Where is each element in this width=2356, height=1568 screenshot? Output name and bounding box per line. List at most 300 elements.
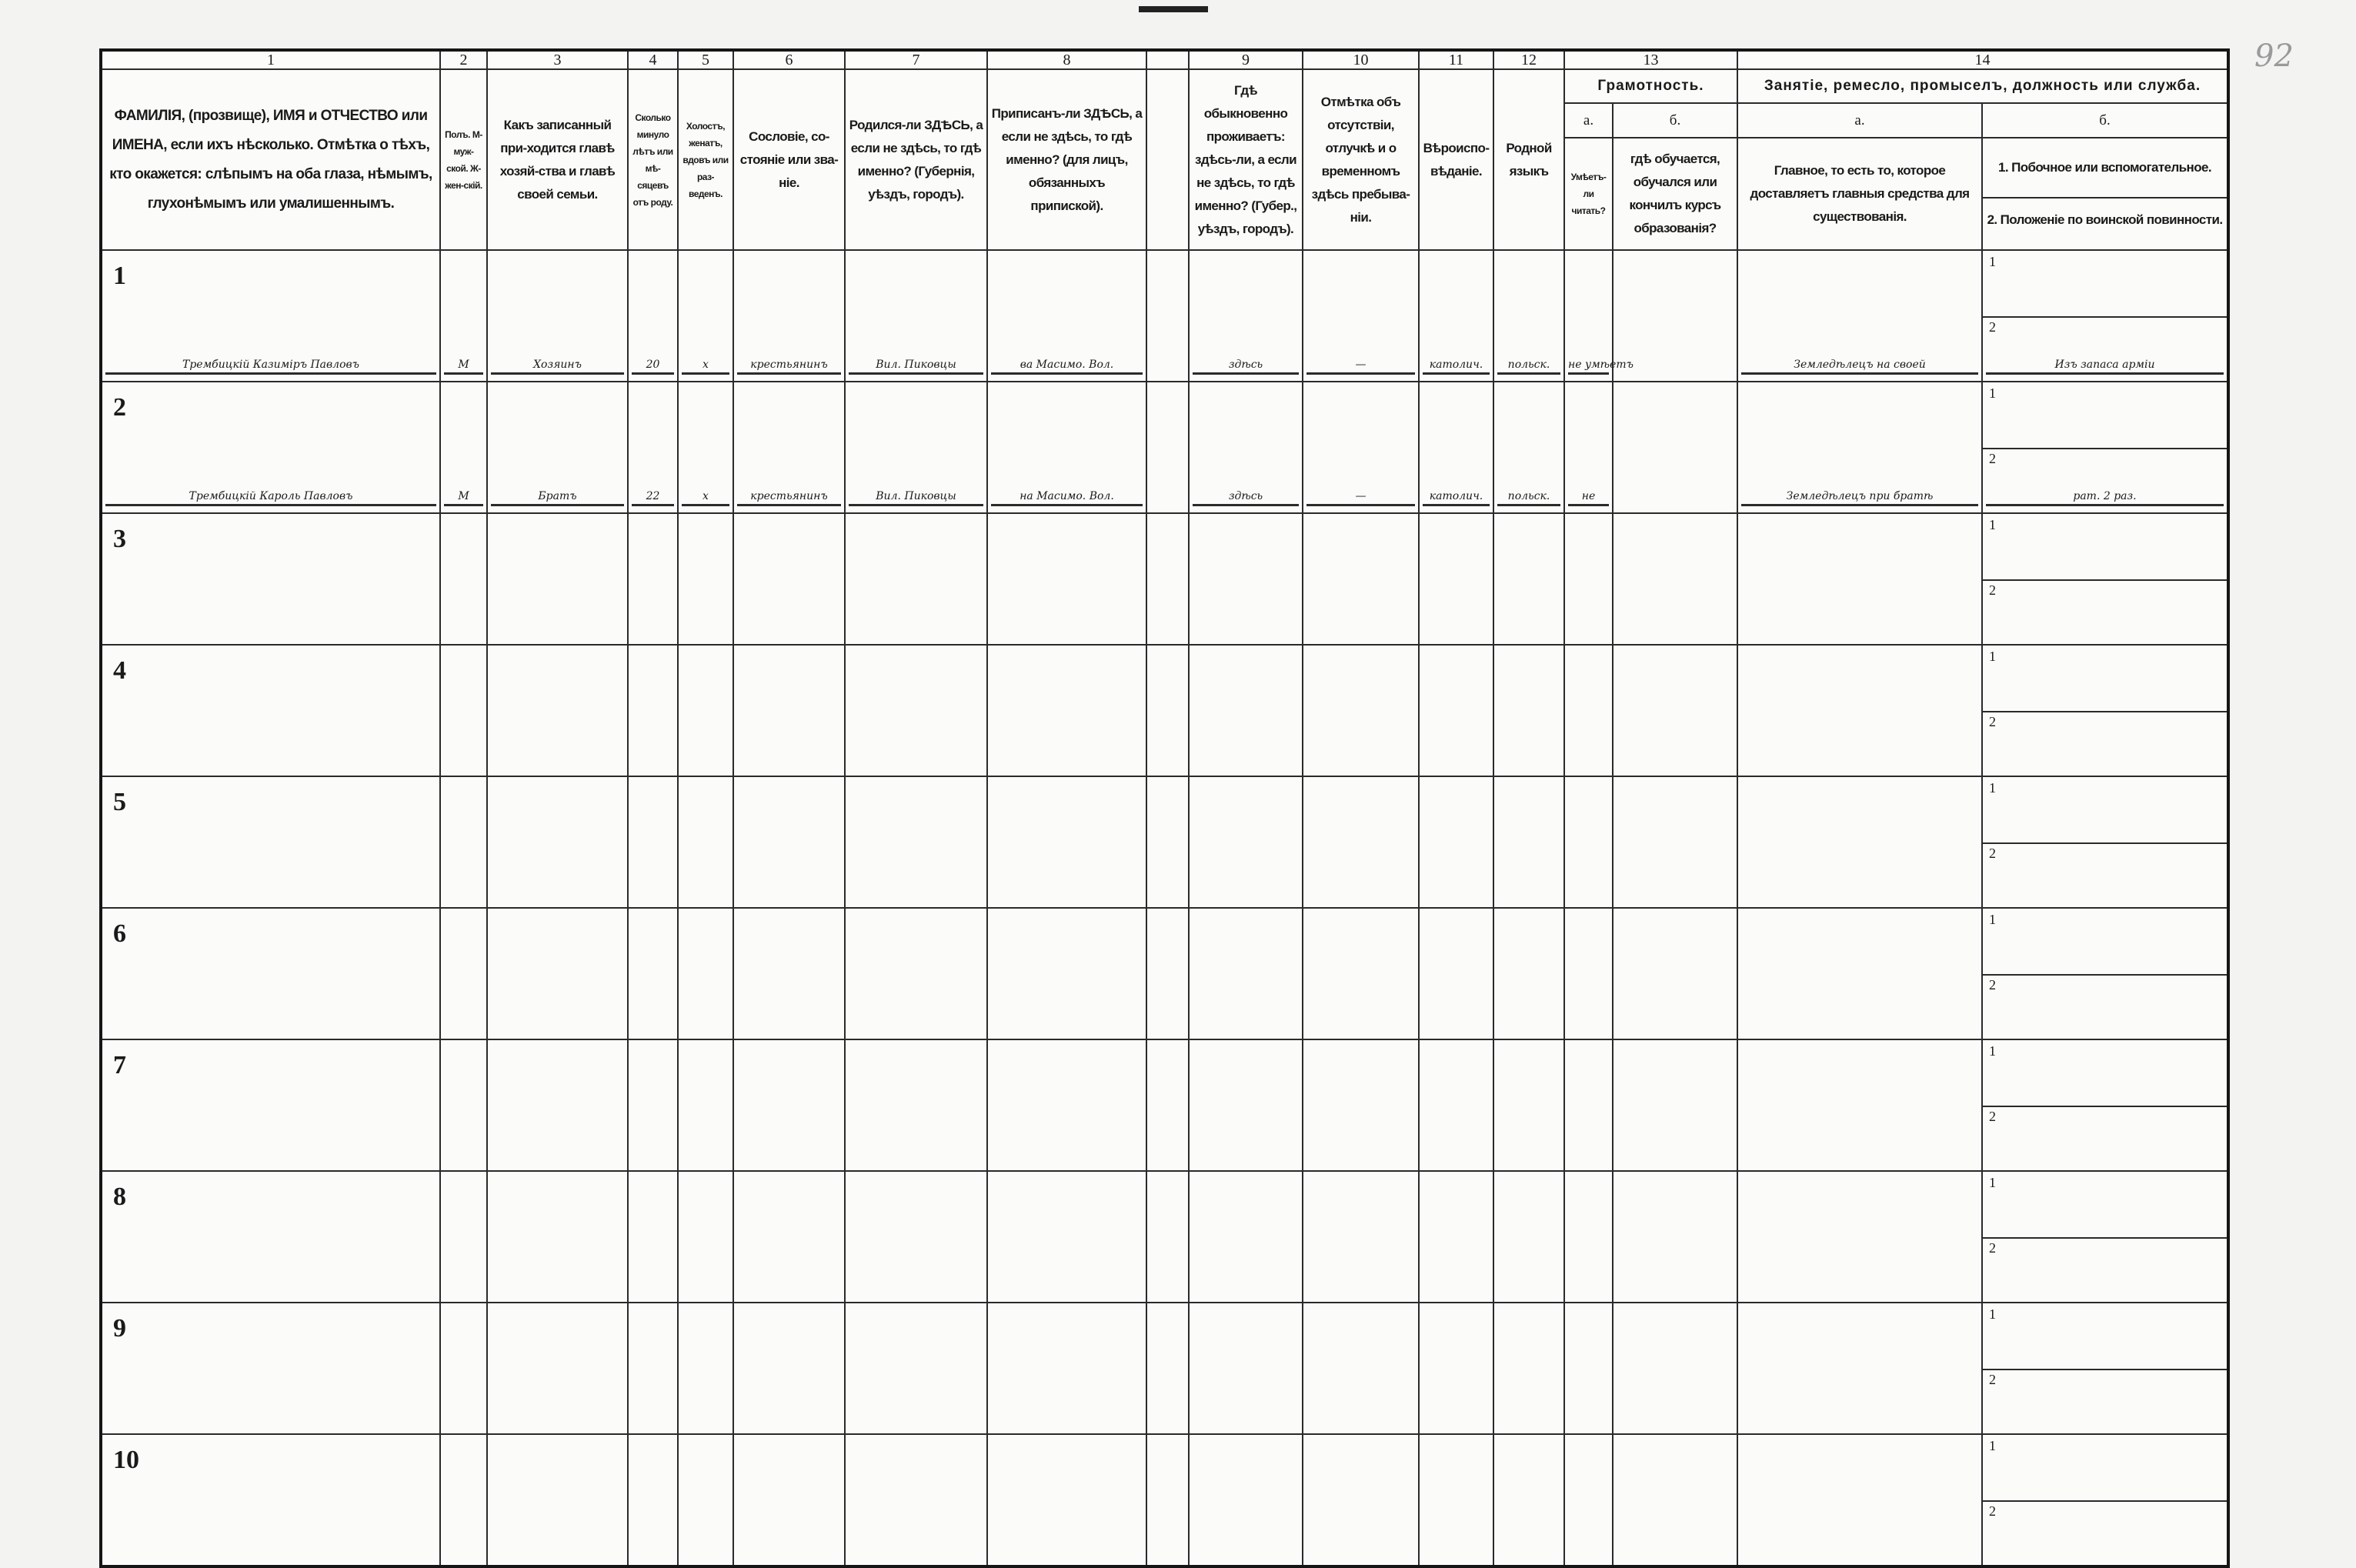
handwritten-entry (737, 768, 841, 769)
cell-main-occupation (1737, 1039, 1982, 1171)
handwritten-entry (849, 899, 983, 901)
cell-education (1613, 1039, 1737, 1171)
cell-relation (487, 908, 628, 1039)
handwritten-entry (1150, 1557, 1185, 1559)
cell-birthplace (845, 1303, 987, 1434)
cell-main-occupation (1737, 513, 1982, 645)
handwritten-entry (444, 899, 483, 901)
handwritten-entry (632, 768, 674, 769)
cell-religion (1419, 1039, 1493, 1171)
handwritten-entry (1193, 1163, 1299, 1164)
subcell-military-status (1983, 316, 2227, 382)
cell-residence (1189, 250, 1303, 382)
cell-estate (733, 1434, 845, 1566)
cell-can-read (1564, 513, 1613, 645)
cell-marital-status (678, 908, 733, 1039)
cell-education (1613, 1171, 1737, 1303)
header-registration: Приписанъ-ли ЗДѢСЬ, а если не здѣсь, то гдѣ именно? (для лицъ, обязанныхъ припиской). (987, 69, 1146, 250)
cell-native-language (1493, 1434, 1564, 1566)
cell-religion (1419, 513, 1493, 645)
cell-sex (440, 1434, 487, 1566)
person-row (101, 776, 2228, 908)
cell-relation (487, 645, 628, 776)
header-marital-status: Холостъ, женатъ, вдовъ или раз-веденъ. (678, 69, 733, 250)
handwritten-entry (1193, 1294, 1299, 1296)
cell-native-language (1493, 645, 1564, 776)
column-number: 11 (1419, 50, 1493, 69)
cell-can-read (1564, 1434, 1613, 1566)
cell-relation (487, 1434, 628, 1566)
cell-name (101, 513, 440, 645)
cell-secondary-military (1982, 1434, 2228, 1566)
handwritten-entry (1568, 768, 1609, 769)
handwritten-entry (991, 1031, 1143, 1033)
cell-main-occupation (1737, 1171, 1982, 1303)
cell-sex (440, 1303, 487, 1434)
column-number: 4 (628, 50, 678, 69)
cell-registration (987, 908, 1146, 1039)
cell-absence (1303, 1434, 1419, 1566)
handwritten-entry (1423, 768, 1490, 769)
cell-can-read (1564, 1039, 1613, 1171)
handwritten-entry (1193, 1557, 1299, 1559)
cell-absence (1303, 250, 1419, 382)
cell-religion (1419, 645, 1493, 776)
cell-birthplace (845, 645, 987, 776)
cell-age (628, 250, 678, 382)
handwritten-entry (1617, 373, 1734, 375)
handwritten-entry (1741, 636, 1978, 638)
handwritten-entry: здѣсь (1193, 490, 1299, 506)
handwritten-entry (491, 1163, 624, 1164)
handwritten-entry (1568, 1294, 1609, 1296)
handwritten-entry (105, 1557, 436, 1559)
cell-sex (440, 776, 487, 908)
handwritten-entry (1617, 1163, 1734, 1164)
subcell-label: 1 (1989, 912, 1996, 927)
handwritten-entry (1617, 505, 1734, 506)
person-row (101, 1039, 2228, 1171)
cell-secondary-military (1982, 908, 2228, 1039)
cell-birthplace (845, 1171, 987, 1303)
handwritten-entry (991, 1426, 1143, 1427)
cell-birthplace (845, 382, 987, 513)
cell-age (628, 908, 678, 1039)
cell-residence (1189, 382, 1303, 513)
cell-residence (1189, 645, 1303, 776)
subcell-label: 1 (1989, 385, 1996, 401)
cell-native-language (1493, 776, 1564, 908)
cell-marital-status (678, 1171, 733, 1303)
cell-age (628, 1039, 678, 1171)
column-number: 3 (487, 50, 628, 69)
handwritten-entry (1568, 899, 1609, 901)
cell-blank (1146, 1434, 1189, 1566)
cell-birthplace (845, 908, 987, 1039)
header-occupation-group: Занятіе, ремесло, промыселъ, должность или служба. (1737, 69, 2228, 103)
cell-registration (987, 1303, 1146, 1434)
cell-main-occupation (1737, 908, 1982, 1039)
handwritten-entry (737, 1557, 841, 1559)
cell-birthplace (845, 776, 987, 908)
subcell-secondary-occupation (1983, 1303, 2227, 1370)
header-secondary (1982, 138, 2228, 250)
handwritten-entry (1150, 373, 1185, 375)
cell-estate (733, 645, 845, 776)
handwritten-entry (491, 1294, 624, 1296)
cell-secondary-military (1982, 645, 2228, 776)
header-absence: Отмѣтка объ отсутствіи, отлучкѣ и о временномъ здѣсь пребыва-ніи. (1303, 69, 1419, 250)
cell-absence (1303, 1171, 1419, 1303)
cell-can-read (1564, 1303, 1613, 1434)
row-number: 2 (113, 393, 126, 422)
handwritten-entry: Изъ запаса арміи (1986, 359, 2224, 375)
row-number: 4 (113, 656, 126, 685)
cell-estate (733, 908, 845, 1039)
handwritten-entry (1423, 1031, 1490, 1033)
cell-age (628, 776, 678, 908)
handwritten-entry (682, 1031, 729, 1033)
handwritten-entry (1306, 636, 1415, 638)
handwritten-entry (682, 768, 729, 769)
handwritten-entry (1986, 1361, 2224, 1363)
subcell-label: 2 (1989, 713, 1996, 729)
handwritten-entry (632, 1557, 674, 1559)
handwritten-entry (105, 1031, 436, 1033)
column-number: 7 (845, 50, 987, 69)
cell-main-occupation (1737, 776, 1982, 908)
handwritten-entry (632, 1426, 674, 1427)
cell-relation (487, 513, 628, 645)
header-birthplace: Родился-ли ЗДѢСЬ, а если не здѣсь, то гдѣ именно? (Губернія, уѣздъ, городъ). (845, 69, 987, 250)
handwritten-entry (491, 768, 624, 769)
handwritten-entry (1568, 1163, 1609, 1164)
subcell-label: 1 (1989, 649, 1996, 664)
cell-sex (440, 250, 487, 382)
cell-native-language (1493, 382, 1564, 513)
cell-education (1613, 382, 1737, 513)
subcell-label: 2 (1989, 845, 1996, 861)
handwritten-entry (1150, 1163, 1185, 1164)
handwritten-entry (1306, 1294, 1415, 1296)
handwritten-entry (1497, 1426, 1560, 1427)
cell-native-language (1493, 1303, 1564, 1434)
column-number: 5 (678, 50, 733, 69)
cell-estate (733, 1171, 845, 1303)
handwritten-entry: М (444, 490, 483, 506)
handwritten-entry: Вил. Пиковцы (849, 490, 983, 506)
subcell-secondary-occupation (1983, 382, 2227, 449)
cell-residence (1189, 776, 1303, 908)
handwritten-entry (1306, 1426, 1415, 1427)
person-row (101, 1434, 2228, 1566)
row-number: 3 (113, 525, 126, 553)
cell-native-language (1493, 513, 1564, 645)
cell-relation (487, 1171, 628, 1303)
handwritten-entry (444, 768, 483, 769)
handwritten-entry (105, 1163, 436, 1164)
handwritten-entry: Хозяинъ (491, 359, 624, 375)
subcell-label: 2 (1989, 1239, 1996, 1256)
subcell-military-status (1983, 579, 2227, 645)
cell-secondary-military (1982, 1303, 2228, 1434)
cell-secondary-military (1982, 382, 2228, 513)
handwritten-entry (1568, 1426, 1609, 1427)
cell-sex (440, 645, 487, 776)
handwritten-entry: католич. (1423, 490, 1490, 506)
cell-can-read (1564, 645, 1613, 776)
cell-native-language (1493, 1039, 1564, 1171)
header-literacy-group: Грамотность. (1564, 69, 1737, 103)
census-form-table (99, 48, 2230, 1568)
handwritten-entry (1150, 505, 1185, 506)
handwritten-entry (491, 1031, 624, 1033)
handwritten-entry (632, 1031, 674, 1033)
person-row (101, 1171, 2228, 1303)
handwritten-entry (682, 1163, 729, 1164)
subcell-label: 2 (1989, 1503, 1996, 1519)
column-number: 10 (1303, 50, 1419, 69)
page-number-note: 92 (2254, 38, 2294, 74)
cell-marital-status (678, 645, 733, 776)
handwritten-entry (991, 1163, 1143, 1164)
cell-registration (987, 1171, 1146, 1303)
column-number: 14 (1737, 50, 2228, 69)
handwritten-entry (1741, 1294, 1978, 1296)
handwritten-entry (632, 1163, 674, 1164)
cell-sex (440, 1171, 487, 1303)
cell-relation (487, 382, 628, 513)
cell-registration (987, 1434, 1146, 1566)
handwritten-entry (1741, 1426, 1978, 1427)
row-number: 7 (113, 1051, 126, 1079)
cell-residence (1189, 1039, 1303, 1171)
handwritten-entry (1986, 1426, 2224, 1427)
cell-sex (440, 1039, 487, 1171)
handwritten-entry (632, 1294, 674, 1296)
handwritten-entry (1986, 1229, 2224, 1231)
header-education: гдѣ обучается, обучался или кончилъ курсъ образованія? (1613, 138, 1737, 250)
handwritten-entry: Трембицкій Кароль Павловъ (105, 490, 436, 506)
handwritten-entry (1150, 1031, 1185, 1033)
cell-native-language (1493, 908, 1564, 1039)
cell-name (101, 1039, 440, 1171)
handwritten-entry (1986, 636, 2224, 638)
handwritten-entry (1986, 440, 2224, 442)
subcell-military-status (1983, 1500, 2227, 1566)
cell-absence (1303, 513, 1419, 645)
handwritten-entry (737, 1294, 841, 1296)
handwritten-entry (1617, 899, 1734, 901)
cell-blank (1146, 645, 1189, 776)
subcell-label: 1 (1989, 254, 1996, 269)
column-number: 13 (1564, 50, 1737, 69)
subcell-military-status (1983, 1106, 2227, 1171)
cell-native-language (1493, 1171, 1564, 1303)
handwritten-entry (444, 1426, 483, 1427)
handwritten-entry (1986, 1098, 2224, 1099)
cell-name (101, 776, 440, 908)
header-group-row (101, 69, 2228, 103)
handwritten-entry (682, 636, 729, 638)
handwritten-entry: — (1306, 490, 1415, 506)
cell-sex (440, 908, 487, 1039)
header-residence: Гдѣ обыкновенно проживаетъ: здѣсь-ли, а если не здѣсь, то гдѣ именно? (Губер., уѣздъ, городъ). (1189, 69, 1303, 250)
handwritten-entry: Вил. Пиковцы (849, 359, 983, 375)
handwritten-entry (1497, 1163, 1560, 1164)
cell-name (101, 1434, 440, 1566)
handwritten-entry (737, 899, 841, 901)
handwritten-entry: М (444, 359, 483, 375)
subcell-label: 1 (1989, 1175, 1996, 1190)
cell-marital-status (678, 1434, 733, 1566)
handwritten-entry (1497, 636, 1560, 638)
handwritten-entry (1617, 1426, 1734, 1427)
subcell-secondary-occupation (1983, 909, 2227, 976)
handwritten-entry (105, 1294, 436, 1296)
handwritten-entry (1617, 636, 1734, 638)
row-number: 1 (113, 262, 126, 290)
handwritten-entry: 22 (632, 490, 674, 506)
row-number: 6 (113, 919, 126, 948)
handwritten-entry: польск. (1497, 490, 1560, 506)
cell-marital-status (678, 1303, 733, 1434)
handwritten-entry (444, 1163, 483, 1164)
cell-can-read (1564, 382, 1613, 513)
handwritten-entry: не умѣетъ (1568, 359, 1609, 375)
subcell-label: 2 (1989, 450, 1996, 466)
handwritten-entry (1150, 1294, 1185, 1296)
cell-relation (487, 776, 628, 908)
subcell-secondary-occupation (1983, 1435, 2227, 1502)
subcell-secondary-occupation (1983, 1040, 2227, 1107)
header-secondary-occupation: 1. Побочное или вспомогательное. (1983, 138, 2227, 199)
header-13a-label: а. (1564, 103, 1613, 138)
cell-can-read (1564, 1171, 1613, 1303)
header-military-status: 2. Положеніе по воинской повинности. (1987, 212, 2223, 227)
handwritten-entry (1306, 768, 1415, 769)
person-row (101, 908, 2228, 1039)
handwritten-entry (491, 1426, 624, 1427)
cell-absence (1303, 1039, 1419, 1171)
handwritten-entry (849, 768, 983, 769)
cell-education (1613, 1434, 1737, 1566)
cell-absence (1303, 776, 1419, 908)
handwritten-entry: 20 (632, 359, 674, 375)
cell-residence (1189, 908, 1303, 1039)
cell-secondary-military (1982, 250, 2228, 382)
cell-marital-status (678, 776, 733, 908)
handwritten-entry (1986, 572, 2224, 573)
header-14b-label: б. (1982, 103, 2228, 138)
handwritten-entry (1741, 899, 1978, 901)
cell-estate (733, 250, 845, 382)
handwritten-entry (1193, 899, 1299, 901)
cell-registration (987, 250, 1146, 382)
handwritten-entry (1423, 1557, 1490, 1559)
handwritten-entry (1306, 1031, 1415, 1033)
header-14a-label: а. (1737, 103, 1982, 138)
subcell-label: 1 (1989, 1306, 1996, 1322)
handwritten-entry (991, 636, 1143, 638)
column-number-row (101, 50, 2228, 69)
cell-blank (1146, 908, 1189, 1039)
header-13b-label: б. (1613, 103, 1737, 138)
cell-registration (987, 645, 1146, 776)
handwritten-entry: ва Масимо. Вол. (991, 359, 1143, 375)
subcell-label: 2 (1989, 319, 1996, 335)
column-number: 9 (1189, 50, 1303, 69)
handwritten-entry: х (682, 490, 729, 506)
cell-secondary-military (1982, 776, 2228, 908)
handwritten-entry (1193, 636, 1299, 638)
cell-absence (1303, 645, 1419, 776)
handwritten-entry (491, 636, 624, 638)
handwritten-entry: здѣсь (1193, 359, 1299, 375)
column-number (1146, 50, 1189, 69)
handwritten-entry (682, 1557, 729, 1559)
handwritten-entry: Земледѣлецъ при братѣ (1741, 490, 1978, 506)
cell-blank (1146, 250, 1189, 382)
cell-registration (987, 776, 1146, 908)
cell-blank (1146, 1171, 1189, 1303)
header-can-read: Умѣетъ-ли читать? (1564, 138, 1613, 250)
cell-main-occupation (1737, 250, 1982, 382)
subcell-label: 1 (1989, 1043, 1996, 1059)
row-number: 8 (113, 1183, 126, 1211)
person-row (101, 645, 2228, 776)
handwritten-entry (491, 899, 624, 901)
handwritten-entry (1497, 1294, 1560, 1296)
cell-blank (1146, 513, 1189, 645)
column-number: 12 (1493, 50, 1564, 69)
handwritten-entry (1986, 703, 2224, 705)
handwritten-entry (444, 1031, 483, 1033)
cell-absence (1303, 908, 1419, 1039)
handwritten-entry (737, 636, 841, 638)
handwritten-entry (1497, 899, 1560, 901)
handwritten-entry (105, 1426, 436, 1427)
handwritten-entry (1150, 1426, 1185, 1427)
handwritten-entry (444, 1294, 483, 1296)
subcell-label: 2 (1989, 1371, 1996, 1387)
handwritten-entry (1741, 768, 1978, 769)
cell-name (101, 1171, 440, 1303)
handwritten-entry (849, 636, 983, 638)
cell-name (101, 645, 440, 776)
handwritten-entry (1306, 1557, 1415, 1559)
cell-absence (1303, 382, 1419, 513)
handwritten-entry: х (682, 359, 729, 375)
cell-blank (1146, 382, 1189, 513)
cell-marital-status (678, 382, 733, 513)
handwritten-entry (849, 1031, 983, 1033)
binding-mark (1139, 6, 1208, 12)
handwritten-entry (1741, 1031, 1978, 1033)
cell-religion (1419, 250, 1493, 382)
cell-absence (1303, 1303, 1419, 1434)
handwritten-entry (1193, 1031, 1299, 1033)
header-main-occupation: Главное, то есть то, которое доставляетъ главныя средства для существованія. (1737, 138, 1982, 250)
subcell-label: 2 (1989, 582, 1996, 598)
handwritten-entry (1986, 768, 2224, 769)
handwritten-entry: рат. 2 раз. (1986, 490, 2224, 506)
header-relation: Какъ записанный при-ходится главѣ хозяй-ства и главѣ своей семьи. (487, 69, 628, 250)
cell-education (1613, 776, 1737, 908)
subcell-military-status (1983, 448, 2227, 513)
handwritten-entry (1193, 768, 1299, 769)
person-row (101, 250, 2228, 382)
